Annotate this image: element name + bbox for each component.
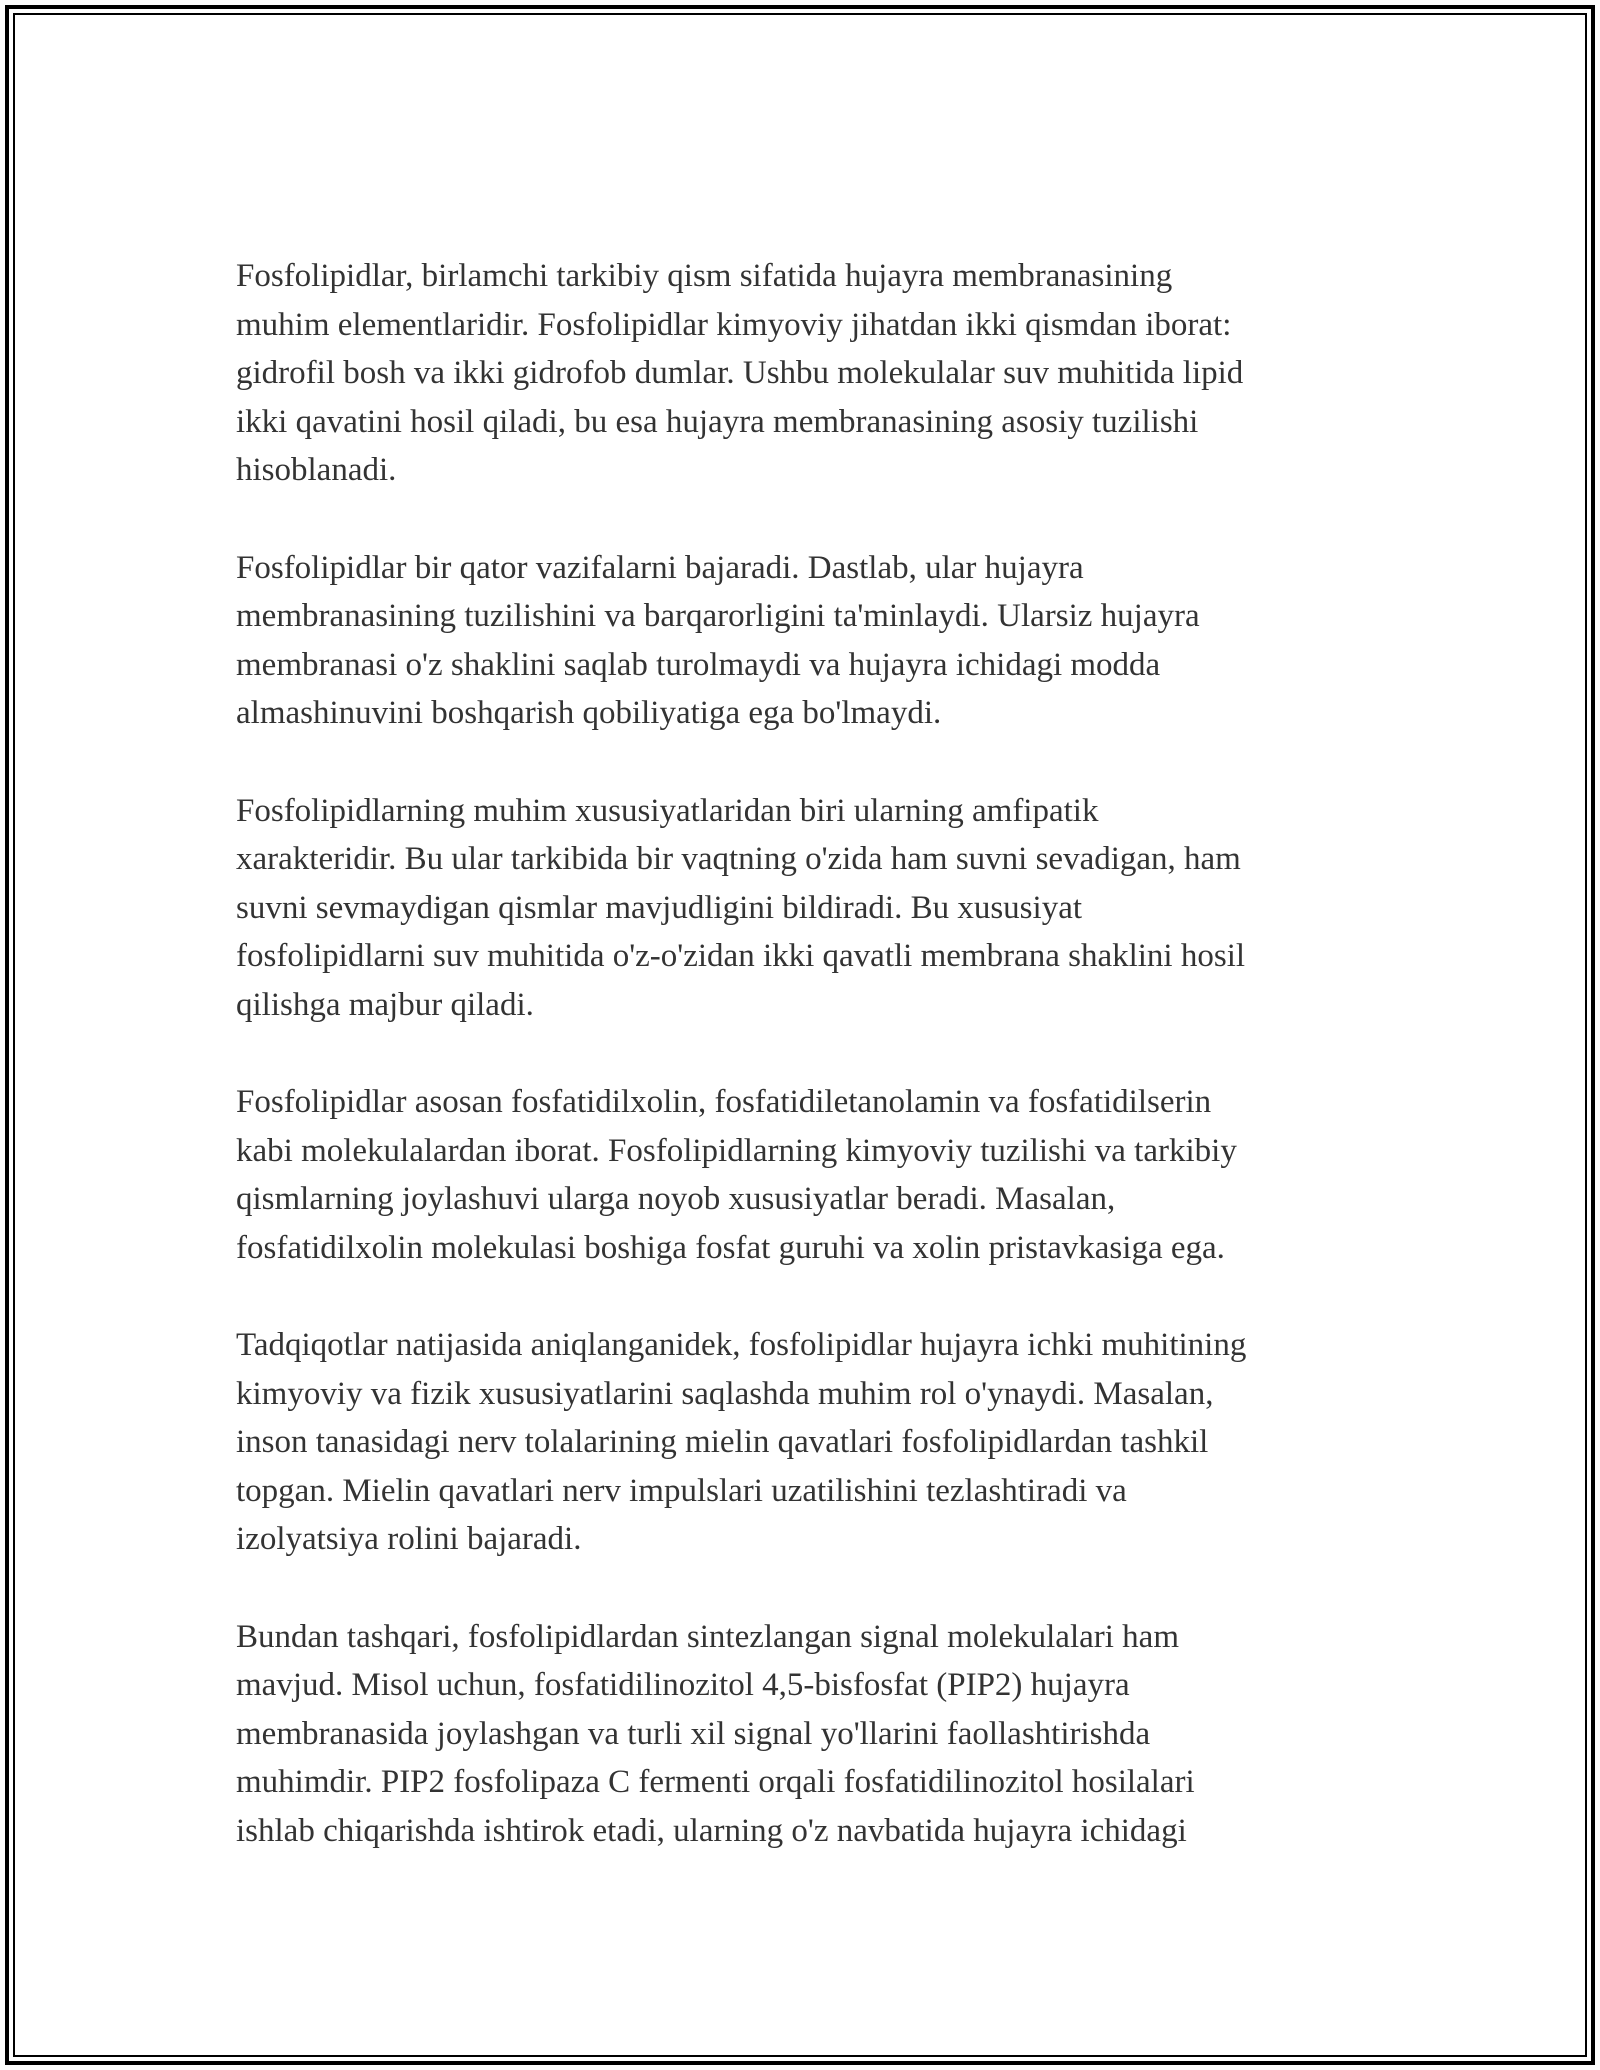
paragraph-research-myelin: Tadqiqotlar natijasida aniqlanganidek, fosfolipidlar hujayra ichki muhitining kimyoviy va fizik xususiyatlarini saqlashda muhim rol o'ynaydi. Masalan, inson tanasidagi nerv tolalarining mielin qavatlari fosfolipidlardan tashkil topgan. Mielin qavatlari nerv impulslari uzatilishini tezlashtiradi va izolyatsiya rolini bajaradi. — [236, 1327, 1247, 1557]
document-body — [236, 252, 1364, 1904]
paragraph-signal-molecules: Bundan tashqari, fosfolipidlardan sintezlangan signal molekulalari ham mavjud. Misol uchun, fosfatidilinozitol 4,5-bisfosfat (PIP2) hujayra membranasida joylashgan va turli xil signal yo'llarini faollashtirishda muhimdir. PIP2 fosfolipaza C fermenti orqali fosfatidilinozitol hosilalari ishlab chiqarishda ishtirok etadi, ularning o'z navbatida hujayra ichidagi — [236, 1618, 1195, 1849]
paragraph-phospholipids-intro: Fosfolipidlar, birlamchi tarkibiy qism sifatida hujayra membranasining muhim elementlaridir. Fosfolipidlar kimyoviy jihatdan ikki qismdan iborat: gidrofil bosh va ikki gidrofob dumlar. Ushbu molekulalar suv muhitida lipid ikki qavatini hosil qiladi, bu esa hujayra membranasining asosiy tuzilishi hisoblanadi. — [236, 258, 1244, 488]
paragraph-phospholipids-functions: Fosfolipidlar bir qator vazifalarni bajaradi. Dastlab, ular hujayra membranasining tuzilishini va barqarorligini ta'minlaydi. Ularsiz hujayra membranasi o'z shaklini saqlab turolmaydi va hujayra ichidagi modda almashinuvini boshqarish qobiliyatiga ega bo'lmaydi. — [236, 549, 1200, 731]
paragraph-molecule-types: Fosfolipidlar asosan fosfatidilxolin, fosfatidiletanolamin va fosfatidilserin kabi molekulalardan iborat. Fosfolipidlarning kimyoviy tuzilishi va tarkibiy qismlarning joylashuvi ularga noyob xususiyatlar beradi. Masalan, fosfatidilxolin molekulasi boshiga fosfat guruhi va xolin pristavkasiga ega. — [236, 1084, 1237, 1266]
paragraph-amphipathic-nature: Fosfolipidlarning muhim xususiyatlaridan biri ularning amfipatik xarakteridir. Bu ular tarkibida bir vaqtning o'zida ham suvni sevadigan, ham suvni sevmaydigan qismlar mavjudligini bildiradi. Bu xususiyat fosfolipidlarni suv muhitida o'z-o'zidan ikki qavatli membrana shaklini hosil qilishga majbur qiladi. — [236, 792, 1246, 1023]
